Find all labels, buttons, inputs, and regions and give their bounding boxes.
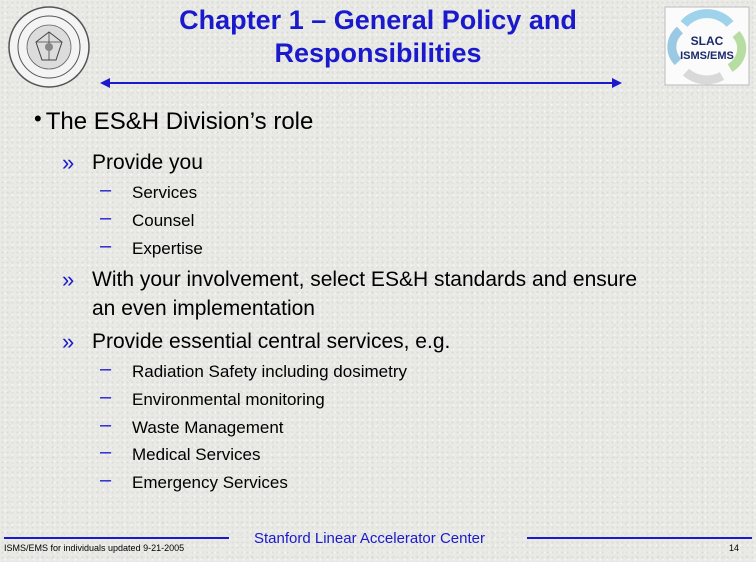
dash-bullet-icon: – — [100, 207, 112, 229]
title-double-arrow-rule — [100, 76, 622, 90]
chevron-bullet-icon: » — [62, 329, 75, 354]
title-line-2: Responsibilities — [274, 38, 482, 68]
sub-list-item — [100, 235, 203, 259]
dash-bullet-icon: – — [100, 386, 112, 408]
sub-list-item — [100, 469, 288, 493]
sub-list-item-text: Medical Services — [132, 445, 261, 464]
sub-list-item-text: Environmental monitoring — [132, 390, 325, 409]
bullet-dot-icon: • — [34, 106, 42, 131]
sub-list-item — [100, 441, 261, 465]
footer-divider-right — [527, 537, 752, 539]
chevron-bullet-icon: » — [62, 150, 75, 175]
dash-bullet-icon: – — [100, 469, 112, 491]
isms-ems-logo — [664, 6, 750, 86]
list-item-text: Provide you — [92, 151, 203, 174]
sub-list-item-text: Waste Management — [132, 418, 284, 437]
doe-seal-logo — [6, 4, 92, 90]
sub-list-item — [100, 179, 198, 203]
page-number: 14 — [729, 543, 740, 553]
main-bullet — [34, 108, 313, 136]
list-item — [62, 265, 722, 323]
list-item-text-line-1: With your involvement, select ES&H standards and ensure — [92, 268, 638, 291]
chevron-bullet-icon: » — [62, 267, 75, 292]
footer-organization: Stanford Linear Accelerator Center — [254, 530, 485, 547]
dash-bullet-icon: – — [100, 441, 112, 463]
list-item — [62, 327, 450, 356]
page-title — [100, 4, 656, 70]
list-item — [62, 148, 203, 177]
sub-list-item-text: Counsel — [132, 211, 195, 230]
list-item-text-line-2: an even implementation — [92, 297, 315, 320]
logo-text-slac: SLAC — [690, 34, 724, 48]
sub-list-item-text: Emergency Services — [132, 473, 288, 492]
footer-update-note: ISMS/EMS for individuals updated 9-21-2005 — [4, 543, 185, 553]
sub-list-item — [100, 358, 407, 382]
sub-list-item-text: Radiation Safety including dosimetry — [132, 362, 407, 381]
dash-bullet-icon: – — [100, 179, 112, 201]
dash-bullet-icon: – — [100, 414, 112, 436]
main-bullet-text: The ES&H Division’s role — [45, 108, 314, 135]
sub-list-item-text: Expertise — [132, 239, 203, 258]
logo-text-isms-ems: ISMS/EMS — [680, 50, 734, 62]
dash-bullet-icon: – — [100, 235, 112, 257]
sub-list-item — [100, 386, 325, 410]
footer-divider-left — [4, 537, 229, 539]
sub-list-item-text: Services — [132, 183, 198, 202]
dash-bullet-icon: – — [100, 358, 112, 380]
sub-list-item — [100, 207, 195, 231]
list-item-text: Provide essential central services, e.g. — [92, 330, 451, 353]
sub-list-item — [100, 414, 284, 438]
title-line-1: Chapter 1 – General Policy and — [179, 5, 577, 35]
ems-cycle-arrows-icon — [664, 6, 750, 86]
